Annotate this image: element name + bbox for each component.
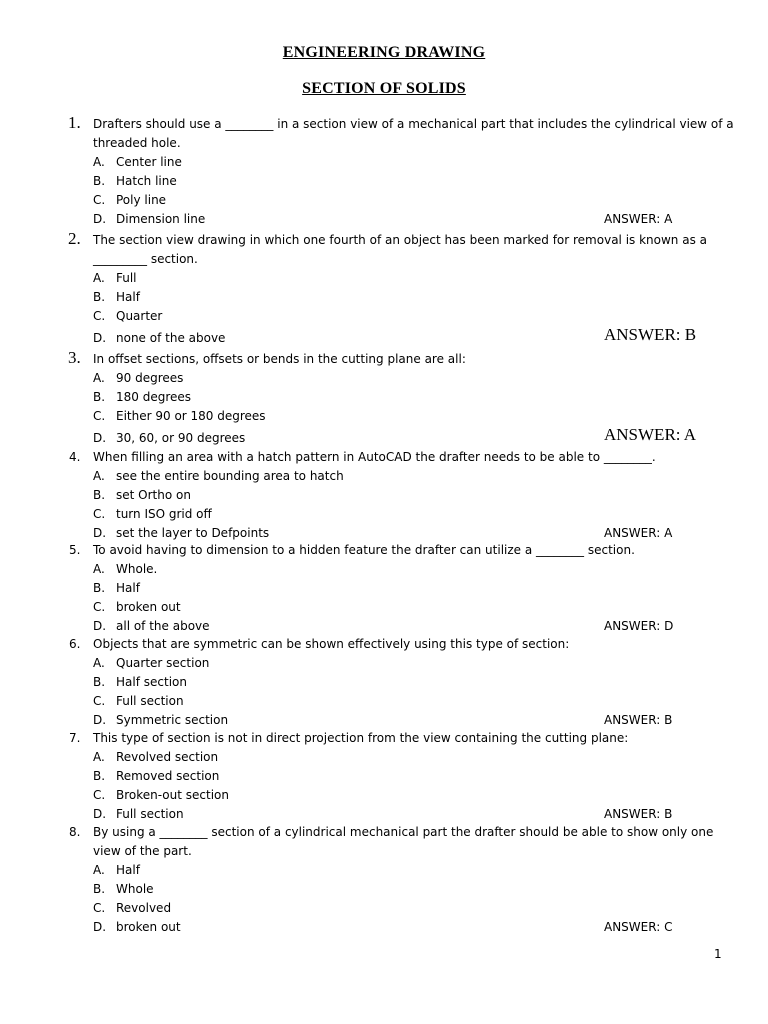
option-text: Full — [116, 271, 137, 285]
question-text-continued: _________ section. — [93, 252, 198, 266]
answer-label: ANSWER: A — [604, 425, 697, 444]
option-d — [0, 210, 768, 229]
option-c — [0, 786, 768, 805]
option-a — [0, 467, 768, 486]
option-text: Half — [116, 581, 140, 595]
option-c — [0, 692, 768, 711]
option-letter: A. — [93, 371, 105, 385]
option-text: see the entire bounding area to hatch — [116, 469, 344, 483]
option-a — [0, 269, 768, 288]
question-7 — [0, 729, 768, 824]
option-letter: D. — [93, 526, 107, 540]
option-c — [0, 191, 768, 210]
option-letter: A. — [93, 155, 105, 169]
page-number: 1 — [714, 947, 722, 961]
question-number: 5. — [69, 543, 81, 557]
option-d — [0, 918, 768, 937]
option-text: broken out — [116, 600, 181, 614]
question-number: 1. — [68, 113, 81, 132]
option-letter: C. — [93, 901, 106, 915]
option-letter: B. — [93, 581, 106, 595]
option-letter: D. — [93, 331, 107, 345]
option-a — [0, 153, 768, 172]
option-b — [0, 288, 768, 307]
option-text: 90 degrees — [116, 371, 184, 385]
option-letter: C. — [93, 309, 106, 323]
option-d — [0, 805, 768, 824]
answer-label: ANSWER: D — [604, 619, 674, 633]
answer-label: ANSWER: B — [604, 325, 697, 344]
option-letter: A. — [93, 562, 105, 576]
option-d — [0, 711, 768, 730]
option-text: set Ortho on — [116, 488, 191, 502]
question-number: 2. — [68, 229, 81, 248]
answer-label: ANSWER: C — [604, 920, 673, 934]
question-4 — [0, 448, 768, 543]
option-letter: D. — [93, 807, 107, 821]
question-text: Drafters should use a ________ in a section view of a mechanical part that includes the cylindrical view of a — [93, 117, 734, 131]
question-5 — [0, 541, 768, 636]
option-letter: D. — [93, 920, 107, 934]
option-a — [0, 560, 768, 579]
answer-label: ANSWER: A — [604, 526, 673, 540]
option-text: turn ISO grid off — [116, 507, 212, 521]
option-text: all of the above — [116, 619, 210, 633]
option-text: Whole. — [116, 562, 158, 576]
option-text: 180 degrees — [116, 390, 192, 404]
option-letter: D. — [93, 431, 107, 445]
option-c — [0, 598, 768, 617]
option-c — [0, 407, 768, 426]
question-text: When filling an area with a hatch pattern in AutoCAD the drafter needs to be able to ________. — [93, 450, 656, 464]
option-letter: B. — [93, 882, 106, 896]
option-letter: D. — [93, 713, 107, 727]
option-d — [0, 617, 768, 636]
option-a — [0, 861, 768, 880]
option-text: Revolved section — [116, 750, 219, 764]
option-a — [0, 369, 768, 388]
option-b — [0, 388, 768, 407]
question-8 — [0, 823, 768, 937]
question-number: 8. — [69, 825, 81, 839]
option-text: broken out — [116, 920, 181, 934]
option-text: Half section — [116, 675, 187, 689]
option-letter: A. — [93, 863, 105, 877]
option-text: Quarter section — [116, 656, 210, 670]
option-c — [0, 899, 768, 918]
option-b — [0, 172, 768, 191]
question-text-continued: threaded hole. — [93, 136, 181, 150]
option-text: Symmetric section — [116, 713, 229, 727]
option-letter: C. — [93, 193, 106, 207]
option-b — [0, 673, 768, 692]
option-letter: A. — [93, 469, 105, 483]
question-text: In offset sections, offsets or bends in the cutting plane are all: — [93, 352, 466, 366]
option-text: Full section — [116, 807, 184, 821]
option-b — [0, 880, 768, 899]
option-b — [0, 767, 768, 786]
option-d — [0, 325, 768, 348]
option-text: Removed section — [116, 769, 220, 783]
option-text: Quarter — [116, 309, 163, 323]
document-title: ENGINEERING DRAWING — [282, 44, 486, 61]
option-c — [0, 307, 768, 326]
option-letter: C. — [93, 694, 106, 708]
answer-label: ANSWER: A — [604, 212, 673, 226]
question-text-continued: view of the part. — [93, 844, 192, 858]
option-text: Broken-out section — [116, 788, 229, 802]
option-c — [0, 505, 768, 524]
option-text: Poly line — [116, 193, 167, 207]
question-1 — [0, 115, 768, 229]
option-a — [0, 654, 768, 673]
option-letter: A. — [93, 750, 105, 764]
question-6 — [0, 635, 768, 730]
option-d — [0, 425, 768, 448]
question-2 — [0, 231, 768, 348]
option-text: Either 90 or 180 degrees — [116, 409, 266, 423]
option-text: Revolved — [116, 901, 172, 915]
section-title: SECTION OF SOLIDS — [302, 80, 466, 97]
question-number: 6. — [69, 637, 81, 651]
option-text: Dimension line — [116, 212, 206, 226]
option-letter: D. — [93, 212, 107, 226]
option-letter: B. — [93, 675, 106, 689]
question-text: This type of section is not in direct projection from the view containing the cutting plane: — [93, 731, 629, 745]
option-text: Whole — [116, 882, 154, 896]
question-number: 3. — [68, 348, 81, 367]
option-text: Half — [116, 290, 140, 304]
option-text: Half — [116, 863, 140, 877]
question-number: 7. — [69, 731, 81, 745]
option-letter: C. — [93, 600, 106, 614]
option-text: set the layer to Defpoints — [116, 526, 270, 540]
option-letter: B. — [93, 769, 106, 783]
option-letter: B. — [93, 390, 106, 404]
option-letter: A. — [93, 656, 105, 670]
option-text: Center line — [116, 155, 182, 169]
question-3 — [0, 350, 768, 448]
question-number: 4. — [69, 450, 81, 464]
question-text: To avoid having to dimension to a hidden feature the drafter can utilize a ________ section. — [93, 543, 635, 557]
answer-label: ANSWER: B — [604, 807, 673, 821]
question-text: The section view drawing in which one fourth of an object has been marked for removal is known as a — [93, 233, 707, 247]
question-text: By using a ________ section of a cylindrical mechanical part the drafter should be able to show only one — [93, 825, 714, 839]
option-letter: C. — [93, 409, 106, 423]
option-text: 30, 60, or 90 degrees — [116, 431, 246, 445]
option-text: Full section — [116, 694, 184, 708]
option-letter: A. — [93, 271, 105, 285]
answer-label: ANSWER: B — [604, 713, 673, 727]
option-letter: C. — [93, 788, 106, 802]
option-text: Hatch line — [116, 174, 177, 188]
option-letter: C. — [93, 507, 106, 521]
question-text: Objects that are symmetric can be shown effectively using this type of section: — [93, 637, 570, 651]
option-b — [0, 579, 768, 598]
option-letter: B. — [93, 174, 106, 188]
option-letter: D. — [93, 619, 107, 633]
option-b — [0, 486, 768, 505]
option-letter: B. — [93, 488, 106, 502]
option-text: none of the above — [116, 331, 226, 345]
option-a — [0, 748, 768, 767]
option-letter: B. — [93, 290, 106, 304]
